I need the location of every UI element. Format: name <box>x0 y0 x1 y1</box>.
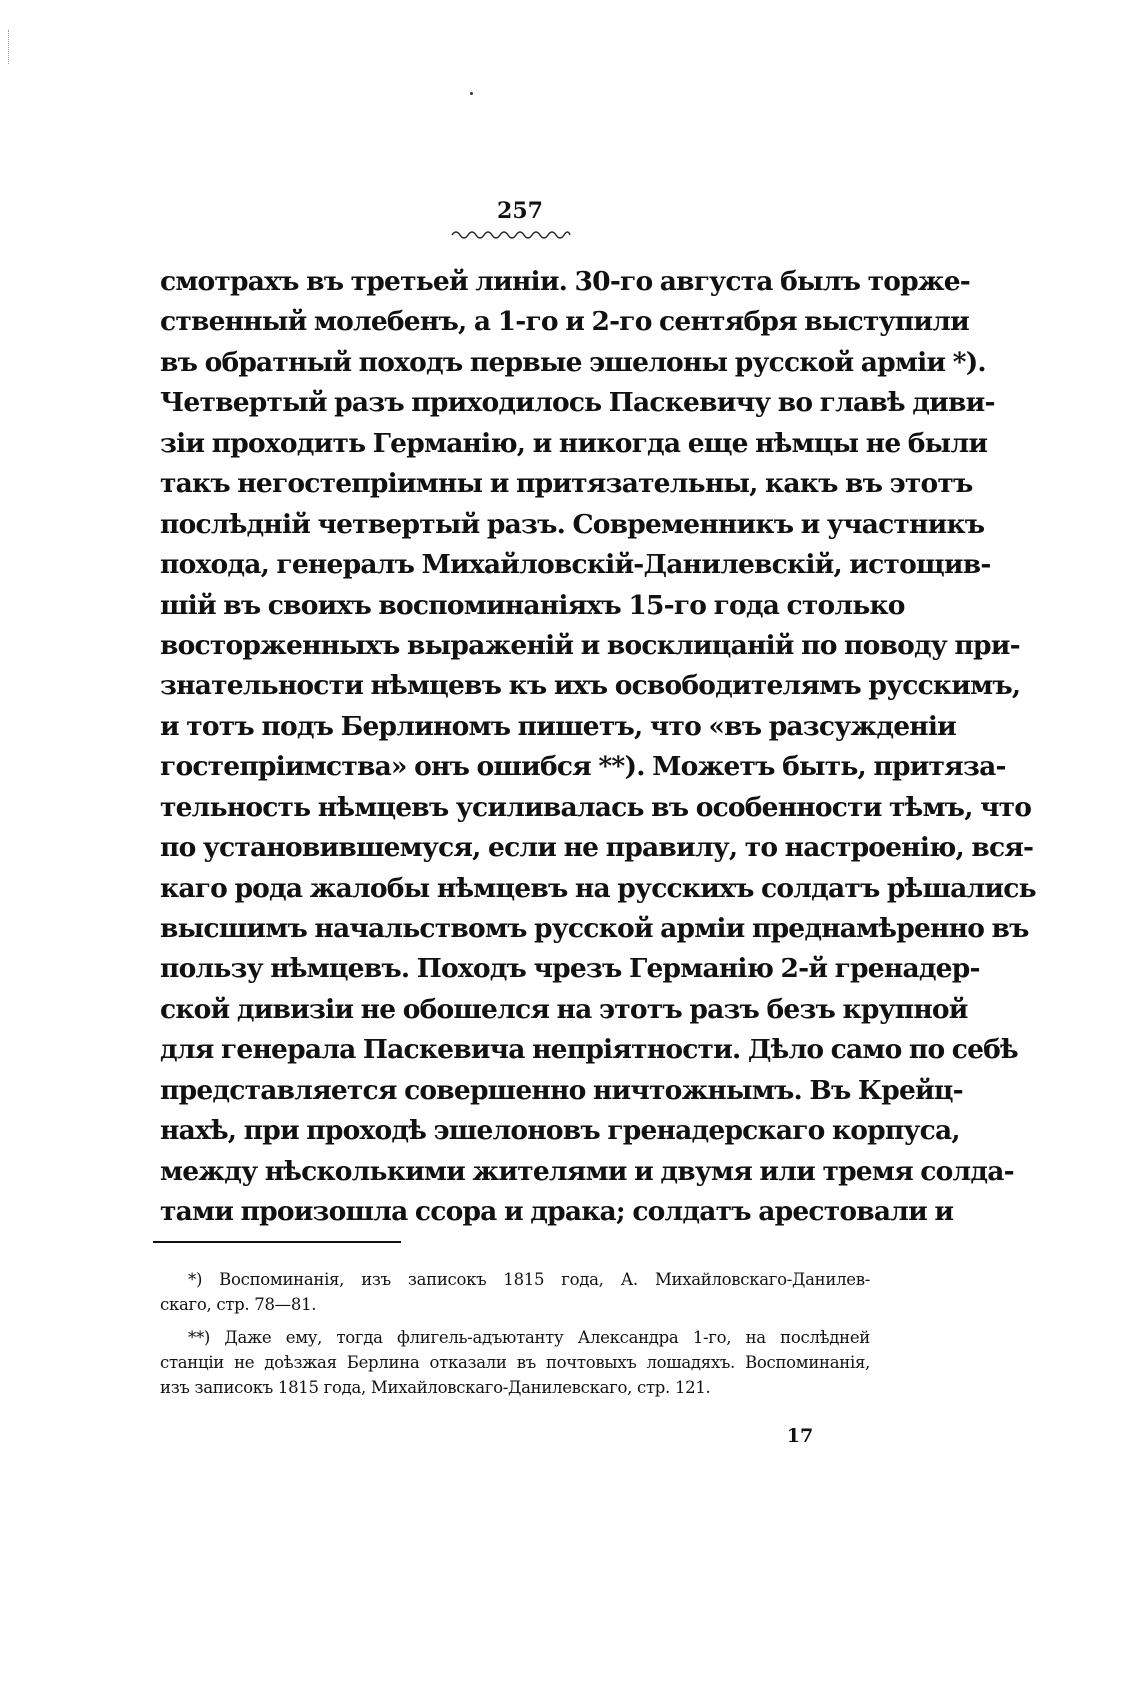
footnote-2-line: изъ записокъ 1815 года, Михайловскаго-Данилевскаго, стр. 121. <box>160 1378 711 1397</box>
body-line: Четвертый разъ приходилось Паскевичу во главѣ диви- <box>160 387 995 419</box>
body-line: тельность нѣмцевъ усиливалась въ особенности тѣмъ, что <box>160 791 1032 823</box>
body-line: послѣдній четвертый разъ. Современникъ и участникъ <box>160 508 985 540</box>
footnote-gap <box>160 1317 870 1325</box>
scan-speck <box>470 92 473 95</box>
body-line: въ обратный походъ первые эшелоны русской арміи *). <box>160 346 986 378</box>
scan-margin-mark <box>8 30 9 64</box>
body-line: по установившемуся, если не правилу, то настроенію, вся- <box>160 832 1034 864</box>
body-text <box>160 262 1036 1233</box>
footnote-2-line: станціи не доѣзжая Берлина отказали въ почтовыхъ лошадяхъ. Воспоминанія, <box>160 1353 870 1372</box>
body-line: пользу нѣмцевъ. Походъ чрезъ Германію 2-й гренадер- <box>160 953 980 985</box>
body-line: гостепріимства» онъ ошибся **). Можетъ быть, притяза- <box>160 751 1006 783</box>
body-line: знательности нѣмцевъ къ ихъ освободителямъ русскимъ, <box>160 670 1021 702</box>
footnote-1-line: *) Воспоминанія, изъ записокъ 1815 года, А. Михайловскаго-Данилев- <box>188 1270 870 1289</box>
body-line: восторженныхъ выраженій и восклицаній по поводу при- <box>160 629 1020 661</box>
footnote-1-line: скаго, стр. 78—81. <box>160 1295 317 1314</box>
body-line: представляется совершенно ничтожнымъ. Въ Крейц- <box>160 1074 963 1106</box>
body-line: для генерала Паскевича непріятности. Дѣло само по себѣ <box>160 1034 1018 1066</box>
footnote-2-line: **) Даже ему, тогда флигель-адъютанту Александра 1-го, на послѣдней <box>188 1328 870 1347</box>
body-line: зіи проходить Германію, и никогда еще нѣмцы не были <box>160 427 988 459</box>
signature-mark: 17 <box>786 1425 814 1447</box>
wavy-ornament-icon <box>450 226 572 238</box>
body-line: такъ негостепріимны и притязательны, какъ въ этотъ <box>160 468 973 500</box>
body-line: между нѣсколькими жителями и двумя или тремя солда- <box>160 1155 1014 1187</box>
page-number: 257 <box>497 198 543 224</box>
body-line: похода, генералъ Михайловскій-Данилевскій, истощив- <box>160 549 991 581</box>
body-line: и тотъ подъ Берлиномъ пишетъ, что «въ разсужденіи <box>160 710 957 742</box>
body-line: шій въ своихъ воспоминаніяхъ 15-го года столько <box>160 589 905 621</box>
body-line: смотрахъ въ третьей линіи. 30-го августа былъ торже- <box>160 266 971 297</box>
body-line: ственный молебенъ, а 1-го и 2-го сентября выступили <box>160 306 969 338</box>
footnotes <box>160 1267 870 1400</box>
body-line: высшимъ начальствомъ русской арміи преднамѣренно въ <box>160 913 1029 944</box>
body-line: каго рода жалобы нѣмцевъ на русскихъ солдатъ рѣшались <box>160 872 1036 904</box>
body-line: нахѣ, при проходѣ эшелоновъ гренадерскаго корпуса, <box>160 1115 960 1147</box>
footnote-rule <box>153 1241 401 1243</box>
body-line: ской дивизіи не обошелся на этотъ разъ безъ крупной <box>160 993 968 1025</box>
body-line: тами произошла ссора и драка; солдатъ арестовали и <box>160 1196 954 1228</box>
